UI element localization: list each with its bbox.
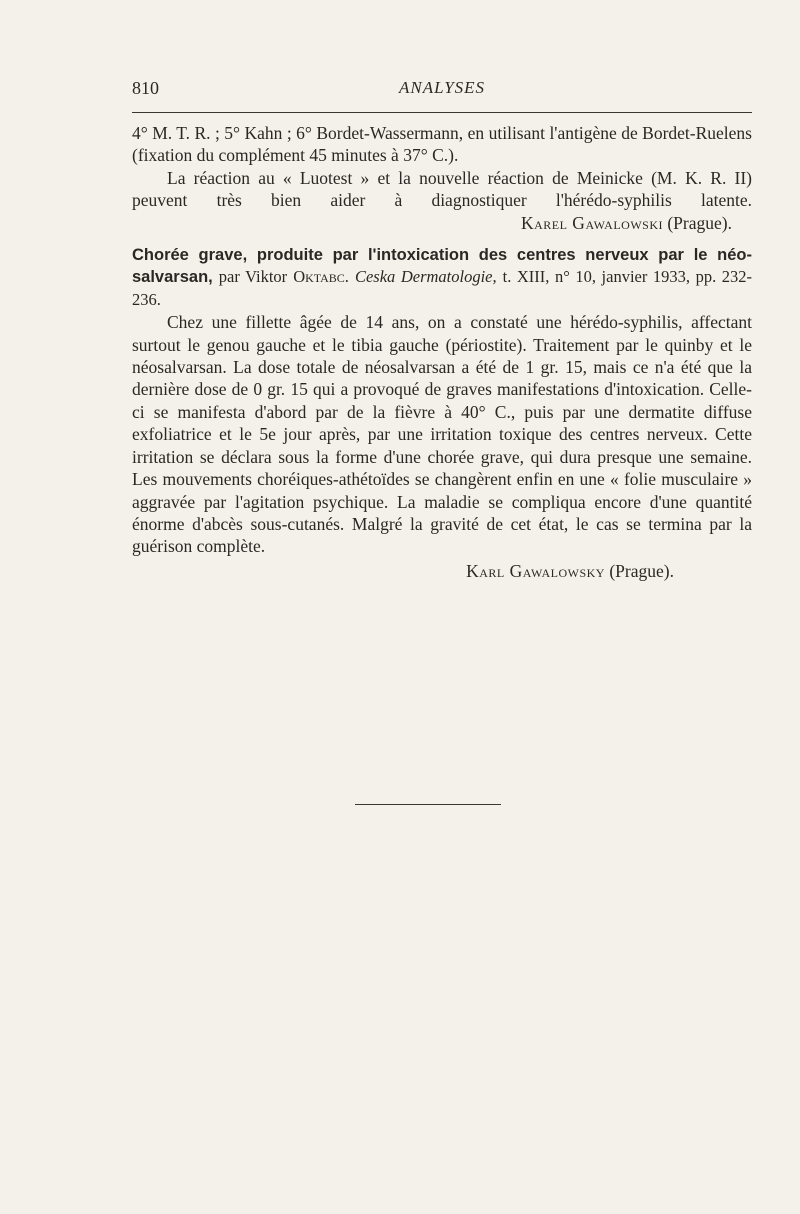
continuation-paragraph: 4° M. T. R. ; 5° Kahn ; 6° Bordet-Wassermann, en utilisant l'antigène de Bordet-Ruelens (fixation du complément 45 minutes à 37° C.). xyxy=(132,123,752,166)
signature-name: Karl Gawalowsky xyxy=(466,560,605,581)
signature-place: (Prague). xyxy=(667,212,732,233)
continuation-text: La réaction au « Luotest » et la nouvelle réaction de Meinicke (M. K. R. II) peuvent très bien aider à diagnostiquer l'hérédo-syphilis latente. xyxy=(132,167,752,211)
article-body: Chez une fillette âgée de 14 ans, on a constaté une hérédo-syphilis, affectant surtout le genou gauche et le tibia gauche (périostite). Traitement par le quinby et le néosalvarsan. La dose totale de néosalvarsan a été de 1 gr. 15, mais ce n'a été que la dernière dose de 0 gr. 15 qui a provoqué de graves manifestations d'intoxication. Celle-ci se manifesta d'abord par de la fièvre à 40° C., puis par une dermatite diffuse exfoliatrice et le 5e jour après, par une irritation toxique des centres nerveux. Cette irritation se déclara sous la forme d'une chorée grave, qui dura presque une semaine. Les mouvements choréiques-athétoïdes se changèrent enfin en une « folie musculaire » aggravée par l'agitation psychique. La maladie se compliqua encore d'une quantité énorme d'abcès sous-cutanés. Malgré la gravité de cet état, le cas se termina par la guérison complète. xyxy=(132,312,752,557)
article-author: Oktabc. xyxy=(293,267,349,287)
article-title: Chorée grave, produite par l'intoxication des centres nerveux par le néo-salvarsan, xyxy=(132,246,752,287)
continuation-signature xyxy=(132,212,752,234)
article-journal: Ceska Dermatologie, xyxy=(354,267,497,287)
article-by: par Viktor xyxy=(218,267,288,287)
header-rule xyxy=(132,112,752,113)
signature-place: (Prague). xyxy=(609,560,674,581)
page-body xyxy=(132,122,752,582)
signature-name: Karel Gawalowski xyxy=(520,212,663,233)
running-head: ANALYSES xyxy=(398,78,486,97)
page-header xyxy=(132,78,752,106)
article-heading xyxy=(132,244,752,311)
end-rule xyxy=(355,804,501,805)
article-signature xyxy=(132,560,752,582)
page-number: 810 xyxy=(132,78,159,98)
continuation-paragraph-2 xyxy=(132,167,752,234)
article-citation: t. XIII, n° 10, janvier 1933, pp. 232-236. xyxy=(132,267,752,309)
